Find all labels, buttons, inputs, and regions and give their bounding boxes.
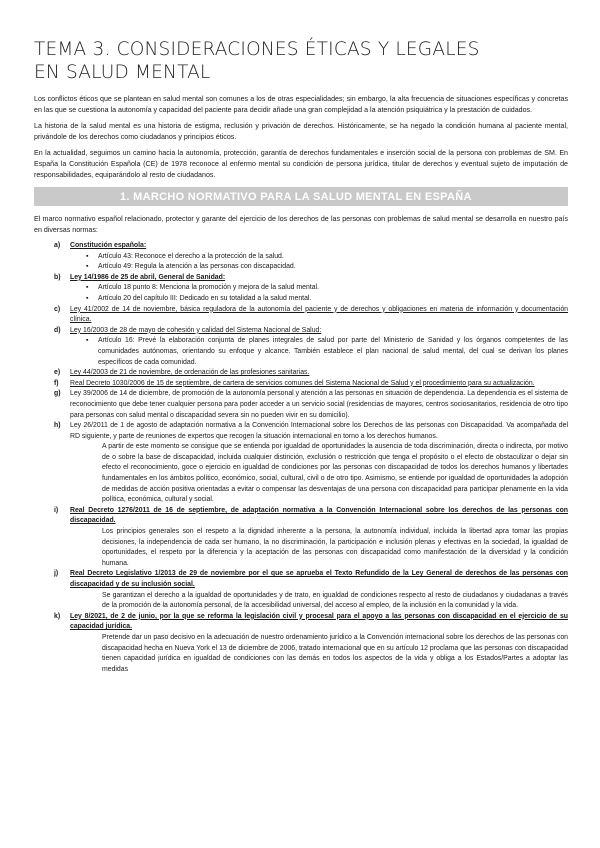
list-marker: d) (54, 326, 61, 334)
list-item (34, 506, 568, 570)
list-marker: b) (54, 273, 61, 281)
list-marker: c) (54, 305, 61, 313)
sub-list-item: ▪ Artículo 16: Prevé la elaboración conjunta de planes integrales de salud por parte del Ministerio de Sanidad y los órganos competentes de las comunidades autónomas, orientando su enfoque y alcance. También establece el plan nacional de salud mental, del cual se derivan los planes específicos de cada comunidad. (82, 336, 568, 368)
list-item (34, 389, 568, 421)
list-item (34, 273, 568, 305)
list-item (34, 612, 568, 676)
list-item (34, 241, 568, 273)
section-intro: El marco normativo español relacionado, protector y garante del ejercicio de los derechos de las personas con problemas de salud mental se desarrolla en nuestro país en diversas normas: (34, 215, 568, 234)
list-item-text: Ley 44/2003 de 21 de noviembre, de ordenación de las profesiones sanitarias. (70, 369, 310, 377)
sub-list (82, 283, 568, 304)
list-item-text: Ley 26/2011 de 1 de agosto de adaptación normativa a la Convención Internacional sobre los Derechos de las personas con Discapacidad. Va acompañada del RD siguiente, y parte de reuniones de expertos que recogen la situación internacional en torno a los derechos humanos. (70, 422, 568, 440)
list-marker: g) (54, 390, 61, 398)
sub-list-item: ▪ Artículo 43: Reconoce el derecho a la protección de la salud. (82, 252, 568, 263)
norms-list (34, 241, 568, 675)
list-marker: e) (54, 369, 61, 377)
section-heading: 1. MARCHO NORMATIVO PARA LA SALUD MENTAL EN ESPAÑA (120, 190, 472, 203)
intro-paragraph-3: En la actualidad, seguimos un camino hacia la autonomía, protección, garantía de derechos fundamentales e inserción social de la persona con problemas de SM. En España la Constitución Española (CE) de 1978 reconoce al enfermo mental su condición de persona jurídica, titular de derechos y eventual sujeto de imputación de responsabilidades, equiparándolo al resto de ciudadanos. (34, 149, 568, 179)
list-item-detail: A partir de este momento se consigue que se entienda por igualdad de oportunidades la ausencia de toda discriminación, directa o indirecta, por motivo de o sobre la base de discapacidad, incluida cualquier distinción, exclusión o restricción que tenga el propósito o el efecto de obstaculizar o dejar sin efecto el reconocimiento, goce o ejercicio en igualdad de condiciones por las personas con discapacidad de todos los derechos humanos y libertades fundamentales en los ámbitos político, económico, social, cultural, civil o de otro tipo. Asimismo, se entiende por igualdad de oportunidades la adopción de medidas de acción positiva orientadas a evitar o compensar las desventajas de una persona con discapacidad para participar plenamente en la vida política, económica, cultural y social. (102, 443, 568, 504)
list-item (34, 421, 568, 506)
list-item (34, 368, 568, 379)
list-item-text: Ley 8/2021, de 2 de junio, por la que se reforma la legislación civil y procesal para el apoyo a las personas con discapacidad en el ejercicio de su capacidad jurídica. (70, 612, 568, 631)
sub-list-item: ▪ Artículo 20 del capítulo III: Dedicado en su totalidad a la salud mental. (82, 294, 568, 305)
sub-list (82, 336, 568, 368)
list-item-text: Real Decreto 1276/2011 de 16 de septiembre, de adaptación normativa a la Convención Internacional sobre los derechos de las personas con discapacidad. (70, 506, 568, 525)
page-title: TEMA 3. CONSIDERACIONES ÉTICAS Y LEGALES EN SALUD MENTAL (34, 39, 480, 83)
list-item (34, 569, 568, 611)
list-item-text: Real Decreto 1030/2006 de 15 de septiembre, de cartera de servicios comunes del Sistema Nacional de Salud y el procedimiento para su actualización. (70, 379, 535, 387)
sub-list-item: ▪ Artículo 18 punto 8: Menciona la promoción y mejora de la salud mental. (82, 283, 568, 294)
list-item (34, 379, 568, 390)
list-item-detail: Se garantizan el derecho a la igualdad de oportunidades y de trato, en igualdad de condiciones respecto al resto de ciudadanos y ciudadanas a través de la promoción de la autonomía personal, de la accesibilidad universal, del acceso al empleo, de la inclusión en la comunidad y la vida. (102, 591, 568, 610)
intro-paragraph-2: La historia de la salud mental es una historia de estigma, reclusión y privación de derechos. Históricamente, se ha negado la condición humana al paciente mental, privándole de los derechos como ciudadanos y principios éticos. (34, 122, 568, 141)
list-item-text: Ley 39/2006 de 14 de diciembre, de promoción de la autonomía personal y atención a las personas en situación de dependencia. La dependencia es el sistema de reconocimiento que debe tener cualquier persona para poder acceder a un servicio social (residencias de mayores, centros sociosanitarios, residencia de otro tipo para personas con salud mental o discapacidad severa sin no pueden vivir en su domicilio). (70, 390, 568, 419)
list-marker: a) (54, 242, 61, 249)
list-marker: k) (54, 612, 61, 620)
list-item-text: Ley 41/2002 de 14 de noviembre, básica reguladora de la autonomía del paciente y de derechos y obligaciones en materia de información y documentación clínica. (70, 305, 568, 324)
list-item (34, 305, 568, 326)
list-marker: i) (54, 506, 59, 514)
list-marker: h) (54, 422, 61, 430)
list-item-text: Ley 14/1986 de 25 de abril, General de Sanidad: (70, 273, 226, 281)
sub-list-item: ▪ Artículo 49: Regula la atención a las personas con discapacidad. (82, 262, 568, 273)
list-item-detail: Los principios generales son el respeto a la dignidad inherente a la persona, la autonomía individual, incluida la libertad apra tomar las propias decisiones, la independencia de cada ser humano, la no discriminación, la participación e inclusión plenas y efectivas en la sociedad, la igualdad de oportunidades, el respeto por la diferencia y la aceptación de las personas con discapacidad como manifestación de la diversidad y la condición humana. (102, 528, 568, 567)
intro-paragraph-1: Los conflictos éticos que se plantean en salud mental son comunes a los de otras especialidades; sin embargo, la alta frecuencia de situaciones específicas y concretas en las que se cuestiona la autonomía y capacidad del paciente para decidir añade una gran complejidad a la atención psiquiátrica y la prestación de cuidados. (34, 95, 568, 114)
list-item (34, 326, 568, 368)
list-marker: j) (54, 570, 59, 578)
section-heading-banner (34, 187, 568, 206)
list-item-detail: Pretende dar un paso decisivo en la adecuación de nuestro ordenamiento jurídico a la Convención internacional sobre los derechos de las personas con discapacidad hecha en Nueva York el 13 de diciembre de 2006, tratado internacional que en su artículo 12 proclama que las personas con discapacidad tienen capacidad jurídica en igualdad de condiciones con las demás en todos los aspectos de la vida y obliga a los Estados/Partes a adoptar las medidas (102, 633, 568, 673)
list-marker: f) (54, 379, 59, 387)
list-item-text: Constitución española: (70, 242, 147, 249)
sub-list (82, 252, 568, 273)
list-item-text: Ley 16/2003 de 28 de mayo de cohesión y calidad del Sistema Nacional de Salud: (70, 326, 322, 334)
list-item-text: Real Decreto Legislativo 1/2013 de 29 de noviembre por el que se aprueba el Texto Refundido de la Ley General de derechos de las personas con discapacidad y de su inclusión social. (70, 570, 568, 588)
